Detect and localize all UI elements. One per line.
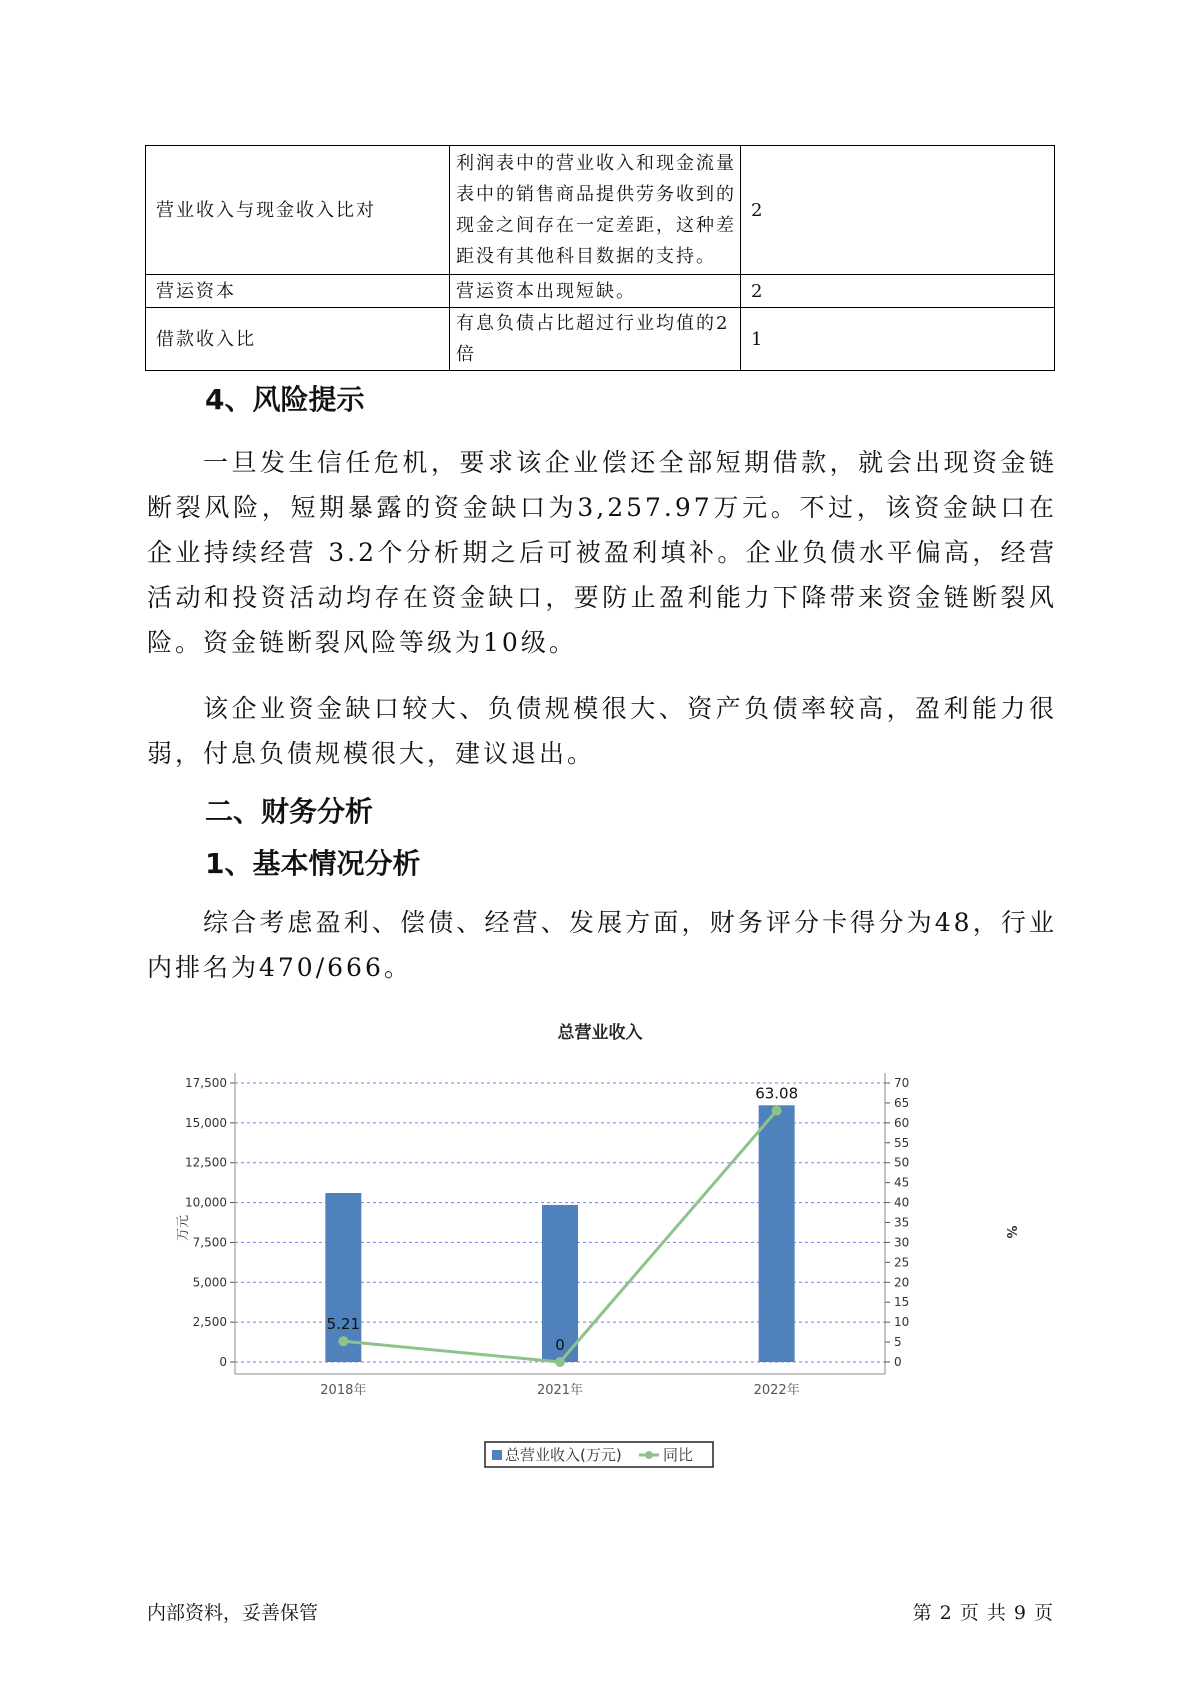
- y2-tick-label: 65: [894, 1095, 910, 1110]
- y2-tick-label: 20: [894, 1275, 910, 1290]
- y-tick-label: 2,500: [192, 1315, 227, 1330]
- y-tick-label: 17,500: [185, 1076, 227, 1090]
- y-tick-label: 15,000: [185, 1115, 227, 1130]
- risk-indicator-table: [145, 145, 1055, 371]
- table-cell-count: 1: [741, 308, 1055, 371]
- y2-tick-label: 5: [894, 1335, 902, 1350]
- legend-bar-swatch: [492, 1450, 502, 1460]
- y2-tick-label: 55: [894, 1135, 910, 1150]
- y-tick-label: 5,000: [192, 1275, 227, 1290]
- risk-paragraph-1: 一旦发生信任危机，要求该企业偿还全部短期借款，就会出现资金链断裂风险，短期暴露的资金缺口为3,257.97万元。不过，该资金缺口在企业持续经营 3.2个分析期之后可被盈利填补。企业负债水平偏高，经营活动和投资活动均存在资金缺口，要防止盈利能力下降带来资金链断裂风险。资金链断裂风险等级为10级。: [147, 448, 1057, 657]
- x-tick-label: 2018年: [320, 1383, 367, 1398]
- chart-legend: [485, 1442, 713, 1467]
- yoy-point: [338, 1336, 348, 1346]
- x-tick-label: 2021年: [536, 1383, 584, 1398]
- table-cell-count: 2: [741, 146, 1055, 275]
- table-cell-item: 营业收入与现金收入比对: [146, 146, 450, 275]
- y2-tick-label: 35: [894, 1215, 910, 1230]
- bar: [759, 1105, 795, 1362]
- section-heading-risk: 4、风险提示: [205, 383, 365, 416]
- section-heading-financial: 二、财务分析: [205, 795, 374, 828]
- y2-axis-label: %: [1003, 1225, 1018, 1239]
- y2-tick-label: 30: [894, 1235, 910, 1250]
- table-cell-item: 借款收入比: [146, 308, 450, 371]
- yoy-point: [555, 1357, 565, 1367]
- table-cell-desc: 利润表中的营业收入和现金流量表中的销售商品提供劳务收到的现金之间存在一定差距，这种差距没有其他科目数据的支持。: [450, 146, 741, 275]
- y2-tick-label: 40: [894, 1195, 910, 1210]
- y2-tick-label: 70: [894, 1076, 910, 1090]
- y-tick-label: 7,500: [192, 1235, 227, 1250]
- data-label: 0: [555, 1336, 565, 1354]
- footer-page-number: 第 2 页 共 9 页: [912, 1602, 1054, 1624]
- table-cell-count: 2: [741, 275, 1055, 308]
- chart-title: 总营业收入: [557, 1023, 643, 1043]
- data-label: 63.08: [755, 1084, 799, 1103]
- legend-label-revenue: 总营业收入(万元): [505, 1446, 622, 1464]
- y2-tick-label: 10: [894, 1315, 910, 1330]
- revenue-chart-svg: [145, 1010, 1045, 1480]
- y2-tick-label: 60: [894, 1115, 910, 1130]
- table-cell-desc: 有息负债占比超过行业均值的2倍: [450, 308, 741, 371]
- basic-analysis-paragraph: 综合考虑盈利、偿债、经营、发展方面，财务评分卡得分为48，行业内排名为470/666。: [147, 908, 1057, 982]
- yoy-point: [772, 1106, 782, 1116]
- y-tick-label: 10,000: [185, 1195, 227, 1210]
- subsection-heading-basic: 1、基本情况分析: [205, 847, 421, 880]
- y2-tick-label: 25: [894, 1255, 910, 1270]
- table-cell-desc: 营运资本出现短缺。: [450, 275, 741, 308]
- y2-tick-label: 45: [894, 1175, 910, 1190]
- y-tick-label: 12,500: [185, 1155, 227, 1170]
- footer-confidential-note: 内部资料，妥善保管: [147, 1602, 319, 1624]
- y-axis-label: 万元: [176, 1214, 191, 1242]
- y2-tick-label: 0: [894, 1355, 902, 1369]
- revenue-chart: [145, 1010, 1045, 1480]
- y-tick-label: 0: [219, 1355, 227, 1369]
- legend-line-marker: [645, 1451, 653, 1459]
- y2-tick-label: 50: [894, 1155, 910, 1170]
- table-cell-item: 营运资本: [146, 275, 450, 308]
- table-row: [146, 275, 1055, 308]
- table-row: [146, 308, 1055, 371]
- table-row: [146, 146, 1055, 275]
- legend-label-yoy: 同比: [663, 1446, 694, 1464]
- x-tick-label: 2022年: [753, 1383, 800, 1398]
- data-label: 5.21: [326, 1315, 361, 1334]
- risk-paragraph-2: 该企业资金缺口较大、负债规模很大、资产负债率较高，盈利能力很弱，付息负债规模很大，建议退出。: [147, 694, 1057, 768]
- y2-tick-label: 15: [894, 1295, 910, 1310]
